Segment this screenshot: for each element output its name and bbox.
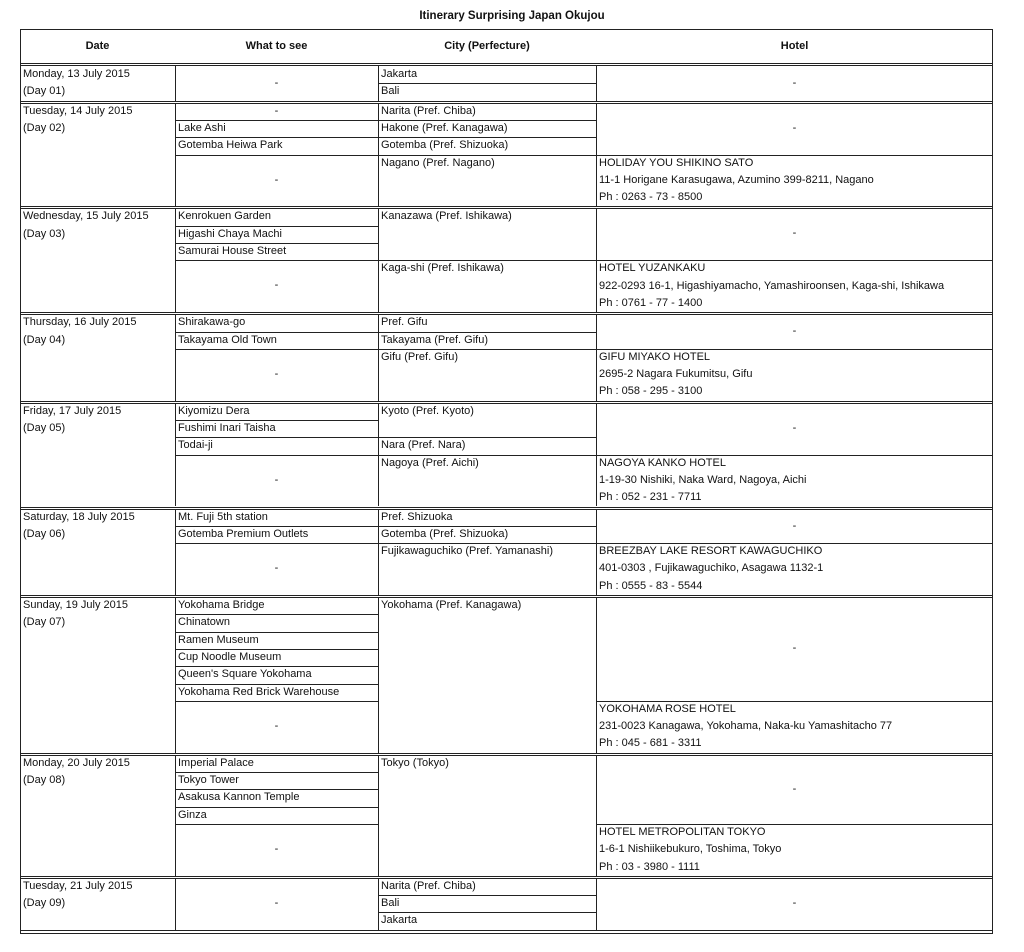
hotel-phone: Ph : 0555 - 83 - 5544: [599, 579, 703, 592]
hotel-cell: -: [792, 421, 797, 434]
day-number: (Day 03): [23, 227, 66, 240]
city: Nagano (Pref. Nagano): [381, 156, 495, 169]
attraction: Ramen Museum: [178, 633, 259, 646]
header-city: City (Perfecture): [444, 40, 530, 52]
hotel-phone: Ph : 0263 - 73 - 8500: [599, 191, 703, 204]
hotel-name: GIFU MIYAKO HOTEL: [599, 350, 711, 363]
city: Nara (Pref. Nara): [381, 439, 466, 452]
hotel-name: HOTEL METROPOLITAN TOKYO: [599, 825, 766, 838]
attraction: Takayama Old Town: [178, 333, 277, 346]
attraction: Gotemba Heiwa Park: [178, 139, 283, 152]
attraction: -: [274, 473, 279, 486]
column-divider: [378, 755, 379, 876]
city: Kanazawa (Pref. Ishikawa): [381, 210, 512, 223]
city: Fujikawaguchiko (Pref. Yamanashi): [381, 545, 554, 558]
city: Kaga-shi (Pref. Ishikawa): [381, 262, 504, 275]
day-number: (Day 08): [23, 774, 66, 786]
city: Narita (Pref. Chiba): [381, 879, 476, 892]
city: Gifu (Pref. Gifu): [381, 350, 459, 363]
row-divider: [20, 401, 993, 402]
hotel-name: HOTEL YUZANKAKU: [599, 262, 706, 275]
hotel-address: 1-6-1 Nishiikebukuro, Toshima, Tokyo: [599, 843, 782, 856]
attraction: Ginza: [178, 808, 207, 821]
hotel-name: BREEZBAY LAKE RESORT KAWAGUCHIKO: [599, 545, 823, 558]
day-date: Sunday, 19 July 2015: [23, 599, 128, 611]
day-date: Tuesday, 14 July 2015: [23, 104, 133, 117]
day-date: Monday, 20 July 2015: [23, 756, 130, 769]
hotel-address: 11-1 Horigane Karasugawa, Azumino 399-8211, Nagano: [599, 173, 874, 186]
city: Pref. Gifu: [381, 316, 428, 329]
hotel-phone: Ph : 03 - 3980 - 1111: [599, 860, 700, 873]
attraction: -: [274, 104, 279, 117]
row-divider: [20, 876, 993, 877]
day-date: Monday, 13 July 2015: [23, 68, 130, 80]
hotel-phone: Ph : 045 - 681 - 3311: [599, 737, 702, 750]
day-number: (Day 07): [23, 616, 66, 629]
day-date: Wednesday, 15 July 2015: [23, 210, 149, 223]
city: Kyoto (Pref. Kyoto): [381, 404, 474, 417]
attraction: Tokyo Tower: [178, 774, 239, 786]
header-hotel: Hotel: [780, 40, 809, 52]
hotel-name: HOLIDAY YOU SHIKINO SATO: [599, 156, 754, 169]
attraction: Chinatown: [178, 616, 230, 629]
hotel-address: 1-19-30 Nishiki, Naka Ward, Nagoya, Aichi: [599, 473, 807, 486]
day-number: (Day 06): [23, 527, 66, 540]
attraction: -: [274, 77, 279, 89]
city: Gotemba (Pref. Shizuoka): [381, 139, 509, 152]
hotel-cell: -: [792, 227, 797, 240]
attraction: -: [274, 842, 279, 855]
hotel-address: 231-0023 Kanagawa, Yokohama, Naka-ku Yamashitacho 77: [599, 720, 893, 733]
hotel-address: 401-0303 , Fujikawaguchiko, Asagawa 1132-1: [599, 562, 824, 575]
row-divider: [20, 101, 993, 102]
city: Narita (Pref. Chiba): [381, 104, 476, 117]
hotel-phone: Ph : 052 - 231 - 7711: [599, 491, 702, 504]
day-number: (Day 01): [23, 85, 66, 98]
hotel-cell: -: [792, 519, 797, 532]
row-divider: [20, 63, 993, 64]
city: Yokohama (Pref. Kanagawa): [381, 599, 522, 611]
hotel-cell: -: [792, 782, 797, 795]
attraction: Lake Ashi: [178, 121, 226, 134]
row-divider: [20, 595, 993, 596]
attraction: Yokohama Bridge: [178, 599, 265, 611]
attraction: Imperial Palace: [178, 756, 254, 769]
hotel-cell: -: [792, 642, 797, 654]
hotel-address: 2695-2 Nagara Fukumitsu, Gifu: [599, 368, 753, 381]
hotel-phone: Ph : 0761 - 77 - 1400: [599, 296, 703, 309]
city: Takayama (Pref. Gifu): [381, 333, 488, 346]
day-date: Tuesday, 21 July 2015: [23, 879, 133, 892]
hotel-cell: -: [792, 896, 797, 909]
row-divider: [20, 753, 993, 754]
attraction: Fushimi Inari Taisha: [178, 422, 276, 434]
attraction: -: [274, 896, 279, 909]
attraction: Cup Noodle Museum: [178, 650, 282, 663]
attraction: Gotemba Premium Outlets: [178, 527, 309, 540]
city: Hakone (Pref. Kanagawa): [381, 121, 508, 134]
day-number: (Day 05): [23, 422, 66, 434]
hotel-cell: -: [792, 77, 797, 89]
day-date: Friday, 17 July 2015: [23, 404, 122, 417]
attraction: Mt. Fuji 5th station: [178, 510, 268, 523]
header-what: What to see: [245, 40, 308, 52]
row-divider: [20, 312, 993, 313]
attraction: -: [274, 279, 279, 292]
city: Bali: [381, 85, 400, 98]
attraction: Shirakawa-go: [178, 316, 246, 329]
attraction: Kenrokuen Garden: [178, 210, 271, 223]
attraction: Asakusa Kannon Temple: [178, 791, 300, 804]
attraction: -: [274, 173, 279, 186]
attraction: Queen's Square Yokohama: [178, 668, 312, 681]
row-divider: [20, 930, 993, 931]
header-date: Date: [85, 40, 110, 52]
city: Pref. Shizuoka: [381, 510, 453, 523]
hotel-name: YOKOHAMA ROSE HOTEL: [599, 702, 736, 715]
hotel-name: NAGOYA KANKO HOTEL: [599, 456, 726, 469]
attraction: Yokohama Red Brick Warehouse: [178, 685, 340, 698]
row-divider: [20, 206, 993, 207]
city: Gotemba (Pref. Shizuoka): [381, 527, 509, 540]
day-number: (Day 02): [23, 121, 66, 134]
attraction: Todai-ji: [178, 439, 213, 452]
hotel-cell: -: [792, 325, 797, 338]
attraction: -: [274, 367, 279, 380]
attraction: -: [274, 719, 279, 732]
attraction: -: [274, 562, 279, 575]
hotel-cell: -: [792, 121, 797, 134]
city: Bali: [381, 897, 400, 910]
city: Nagoya (Pref. Aichi): [381, 456, 479, 469]
day-number: (Day 04): [23, 333, 66, 346]
hotel-phone: Ph : 058 - 295 - 3100: [599, 385, 703, 398]
city: Jakarta: [381, 68, 418, 80]
day-date: Saturday, 18 July 2015: [23, 510, 135, 523]
hotel-address: 922-0293 16-1, Higashiyamacho, Yamashiroonsen, Kaga-shi, Ishikawa: [599, 279, 945, 292]
attraction: Kiyomizu Dera: [178, 404, 250, 417]
day-number: (Day 09): [23, 897, 66, 910]
attraction: Higashi Chaya Machi: [178, 227, 282, 240]
city: Tokyo (Tokyo): [381, 756, 449, 769]
day-date: Thursday, 16 July 2015: [23, 316, 137, 329]
document-title: Itinerary Surprising Japan Okujou: [419, 10, 605, 22]
row-divider: [20, 507, 993, 508]
column-divider: [378, 597, 379, 753]
attraction: Samurai House Street: [178, 245, 287, 257]
city: Jakarta: [381, 914, 418, 927]
